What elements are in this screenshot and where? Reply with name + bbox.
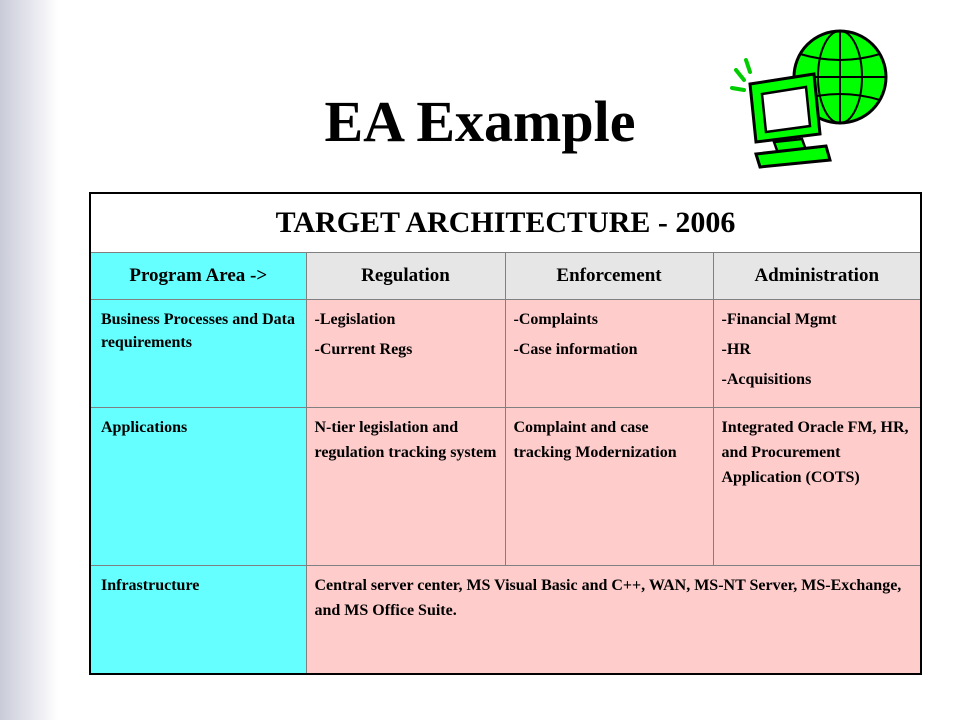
column-header-program-area: Program Area -> [90,253,306,300]
table-row-applications [90,408,921,566]
row-label-business: Business Processes and Data requirements [90,300,306,408]
cell-line: -Case information [513,340,638,358]
column-header-administration: Administration [713,253,921,300]
table-heading-row [90,193,921,253]
globe-computer-icon [722,22,892,172]
column-header-row [90,253,921,300]
cell-line: -Financial Mgmt [721,311,837,328]
column-header-regulation: Regulation [306,253,505,300]
table-row-business [90,300,921,408]
cell-applications-administration: Integrated Oracle FM, HR, and Procurement Application (COTS) [713,408,921,566]
column-header-enforcement: Enforcement [505,253,713,300]
cell-applications-regulation: N-tier legislation and regulation tracking system [306,408,505,566]
slide-title: EA Example [324,89,636,154]
table-heading: TARGET ARCHITECTURE - 2006 [90,193,921,253]
left-gradient-bar [0,0,58,720]
architecture-table [89,192,922,675]
row-label-infrastructure: Infrastructure [90,566,306,675]
cell-line: -Acquisitions [721,370,812,388]
cell-line: -Complaints [513,311,598,328]
cell-applications-enforcement: Complaint and case tracking Modernization [505,408,713,566]
cell-business-regulation [306,300,505,408]
cell-business-administration [713,300,921,408]
row-label-applications: Applications [90,408,306,566]
cell-line: -Current Regs [314,340,413,358]
cell-line: -HR [721,340,751,358]
cell-line: -Legislation [314,311,396,328]
cell-infrastructure-value: Central server center, MS Visual Basic and C++, WAN, MS-NT Server, MS-Exchange, and MS Office Suite. [306,566,921,675]
table-row-infrastructure [90,566,921,675]
cell-business-enforcement [505,300,713,408]
